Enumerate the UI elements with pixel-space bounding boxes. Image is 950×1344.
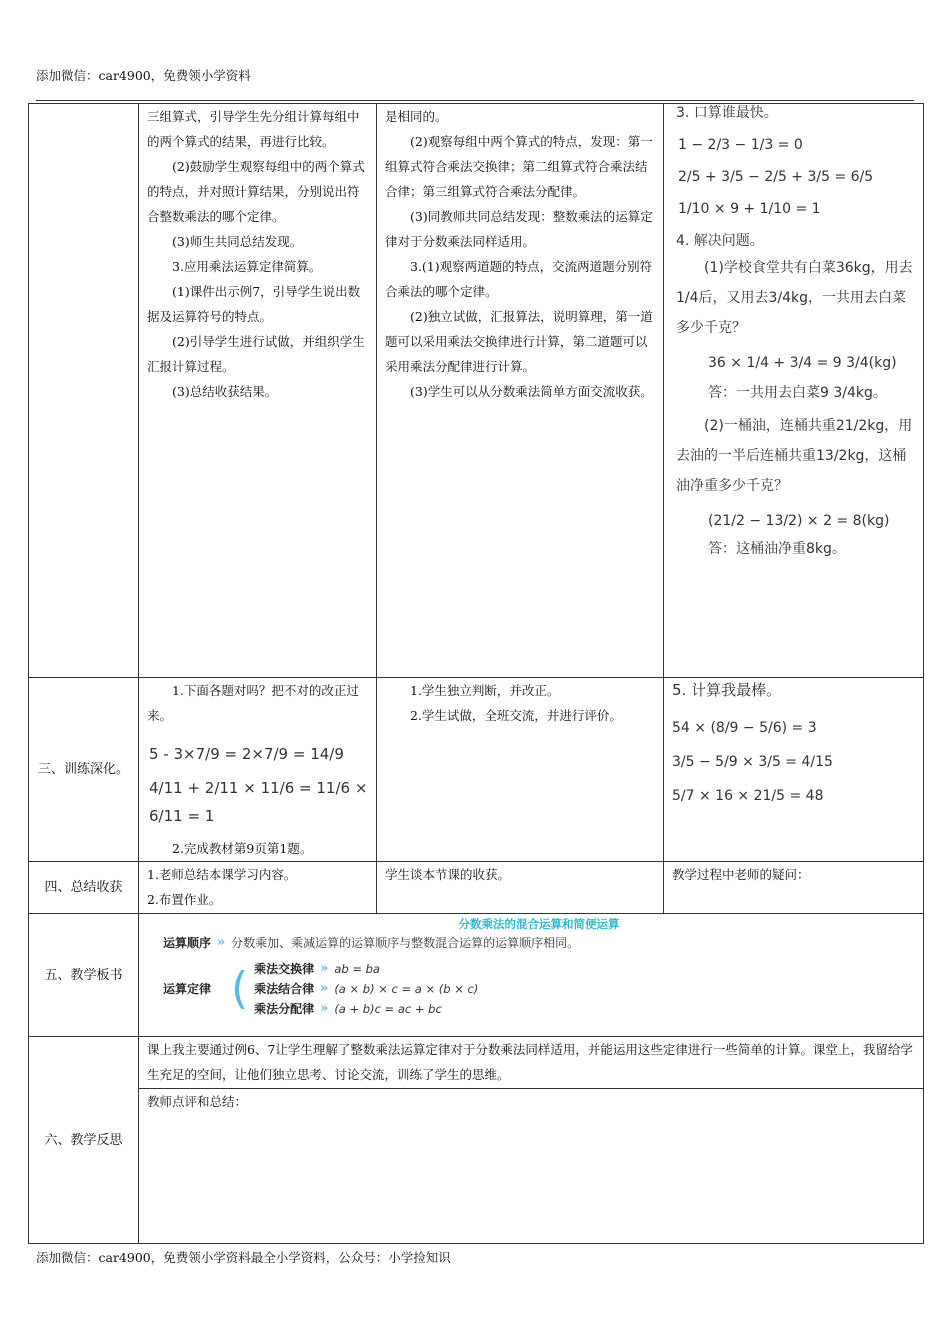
chevron-right-icon: » bbox=[217, 935, 226, 950]
exercise-4-calc-1: 36 × 1/4 + 3/4 = 9 3/4(kg) bbox=[708, 355, 897, 371]
law-name: 乘法分配律 bbox=[254, 1002, 315, 1016]
row-practice-teacher bbox=[139, 678, 377, 862]
section-label: 五、教学板书 bbox=[29, 914, 139, 1037]
teacher-text: (3)师生共同总结发现。 bbox=[172, 234, 303, 249]
page-header: 添加微信：car4900，免费领小学资料 bbox=[36, 68, 251, 83]
exercise-5-line-1: 54 × (8/9 − 5/6) = 3 bbox=[672, 720, 817, 736]
order-row bbox=[163, 933, 915, 953]
order-text: 分数乘加、乘减运算的运算顺序与整数混合运算的运算顺序相同。 bbox=[231, 936, 580, 950]
order-label: 运算顺序 bbox=[163, 936, 212, 950]
exercise-3-line-1: 1 − 2/3 − 1/3 = 0 bbox=[678, 137, 803, 153]
chevron-right-icon: » bbox=[320, 961, 329, 976]
page-footer: 添加微信：car4900，免费领小学资料最全小学资料，公众号：小学捡知识 bbox=[36, 1250, 451, 1265]
student-text: 2.学生试做，全班交流，并进行评价。 bbox=[410, 708, 622, 723]
reflection-paragraph: 课上我主要通过例6、7让学生理解了整数乘法运算定律对于分数乘法同样适用，并能运用这些定律进行一些简单的计算。课堂上，我留给学生充足的空间，让他们独立思考、讨论交流，训练了学生的思维。 bbox=[147, 1042, 913, 1082]
row-continuation-teacher bbox=[139, 104, 377, 678]
exercise-3-title: 3. 口算谁最快。 bbox=[676, 105, 778, 121]
lesson-plan-table bbox=[28, 103, 924, 1244]
exercise-4-title: 4. 解决问题。 bbox=[676, 233, 764, 249]
exercise-5-line-3: 5/7 × 16 × 21/5 = 48 bbox=[672, 788, 824, 804]
row-blackboard bbox=[29, 914, 924, 1037]
chevron-right-icon: » bbox=[320, 1001, 329, 1016]
teacher-text: (3)总结收获结果。 bbox=[172, 384, 278, 399]
teacher-text: 3.应用乘法运算定律简算。 bbox=[172, 259, 322, 274]
exercise-4-problem-1: (1)学校食堂共有白菜36kg，用去1/4后，又用去3/4kg，一共用去白菜多少千克？ bbox=[676, 260, 913, 336]
law-formula: ab = ba bbox=[334, 962, 380, 976]
law-name: 乘法交换律 bbox=[254, 962, 315, 976]
student-text: 3.(1)观察两道题的特点，交流两道题分别符合乘法的哪个定律。 bbox=[385, 259, 653, 299]
exercise-5-line-2: 3/5 − 5/9 × 3/5 = 4/15 bbox=[672, 754, 833, 770]
law-item bbox=[254, 999, 478, 1019]
chevron-right-icon: » bbox=[320, 981, 329, 996]
exercise-4-answer-2: 答：这桶油净重8kg。 bbox=[708, 541, 846, 557]
law-label: 运算定律 bbox=[163, 981, 212, 996]
blackboard-design bbox=[139, 914, 924, 1037]
student-text: (3)同教师共同总结发现：整数乘法的运算定律对于分数乘法同样适用。 bbox=[385, 209, 653, 249]
teacher-question-label: 教学过程中老师的疑问： bbox=[672, 867, 810, 882]
law-formula: (a × b) × c = a × (b × c) bbox=[334, 982, 479, 996]
equation-2: 4/11 + 2/11 × 11/6 = 11/6 × 6/11 = 1 bbox=[149, 779, 368, 825]
law-formula: (a + b)c = ac + bc bbox=[334, 1002, 442, 1016]
teacher-text: 三组算式，引导学生先分组计算每组中的两个算式的结果，再进行比较。 bbox=[147, 109, 360, 149]
row-practice-student bbox=[377, 678, 664, 862]
blackboard-title: 分数乘法的混合运算和简便运算 bbox=[458, 917, 620, 931]
row-continuation-section bbox=[29, 104, 139, 678]
law-item bbox=[254, 979, 478, 999]
row-summary bbox=[29, 862, 924, 914]
teacher-text: 2.布置作业。 bbox=[147, 892, 222, 907]
student-text: (2)独立试做，汇报算法，说明算理，第一道题可以采用乘法交换律进行计算，第二道题可以采用乘法分配律进行计算。 bbox=[385, 309, 653, 374]
exercise-3-line-3: 1/10 × 9 + 1/10 = 1 bbox=[678, 201, 821, 217]
section-label: 四、总结收获 bbox=[29, 862, 139, 914]
student-text: (2)观察每组中两个算式的特点，发现：第一组算式符合乘法交换律；第二组算式符合乘法结合律；第三组算式符合乘法分配律。 bbox=[385, 134, 653, 199]
exercise-5-title: 5. 计算我最棒。 bbox=[672, 681, 782, 699]
student-text: 是相同的。 bbox=[385, 109, 448, 124]
student-text: 学生谈本节课的收获。 bbox=[385, 867, 511, 882]
row-practice-exercises bbox=[664, 678, 924, 862]
row-summary-student bbox=[377, 862, 664, 914]
law-item bbox=[254, 959, 478, 979]
row-summary-teacher bbox=[139, 862, 377, 914]
laws-list bbox=[254, 959, 478, 1019]
teacher-text: 1.老师总结本课学习内容。 bbox=[147, 867, 297, 882]
teacher-comment-label: 教师点评和总结： bbox=[147, 1094, 248, 1109]
exercise-3-line-2: 2/5 + 3/5 − 2/5 + 3/5 = 6/5 bbox=[678, 169, 874, 185]
teacher-text: (2)引导学生进行试做，并组织学生汇报计算过程。 bbox=[147, 334, 365, 374]
row-summary-note bbox=[664, 862, 924, 914]
student-text: (3)学生可以从分数乘法简单方面交流收获。 bbox=[410, 384, 653, 399]
exercise-4-answer-1: 答：一共用去白菜9 3/4kg。 bbox=[708, 385, 887, 401]
row-continuation-student bbox=[377, 104, 664, 678]
row-reflection bbox=[29, 1037, 924, 1089]
teacher-text: (1)课件出示例7，引导学生说出数据及运算符号的特点。 bbox=[147, 284, 361, 324]
teacher-text: 1.下面各题对吗？把不对的改正过来。 bbox=[147, 683, 359, 723]
row-continuation-exercises bbox=[664, 104, 924, 678]
header-divider bbox=[36, 100, 914, 101]
section-label: 六、教学反思 bbox=[29, 1037, 139, 1244]
laws-group bbox=[163, 959, 915, 1019]
brace-icon: ( bbox=[231, 963, 249, 1014]
law-name: 乘法结合律 bbox=[254, 982, 315, 996]
row-continuation bbox=[29, 104, 924, 678]
student-text: 1.学生独立判断，并改正。 bbox=[410, 683, 560, 698]
equation-1: 5 - 3×7/9 = 2×7/9 = 14/9 bbox=[149, 745, 344, 763]
exercise-4-calc-2: (21/2 − 13/2) × 2 = 8(kg) bbox=[708, 513, 890, 529]
exercise-4-problem-2: (2)一桶油，连桶共重21/2kg，用去油的一半后连桶共重13/2kg，这桶油净重多少千克？ bbox=[676, 418, 913, 494]
row-practice bbox=[29, 678, 924, 862]
teacher-text: 2.完成教材第9页第1题。 bbox=[172, 841, 313, 856]
section-label: 三、训练深化。 bbox=[29, 678, 139, 862]
row-comment bbox=[29, 1089, 924, 1244]
teacher-text: (2)鼓励学生观察每组中的两个算式的特点，并对照计算结果，分别说出符合整数乘法的哪个定律。 bbox=[147, 159, 365, 224]
teacher-comment-box bbox=[139, 1089, 924, 1244]
reflection-text bbox=[139, 1037, 924, 1089]
